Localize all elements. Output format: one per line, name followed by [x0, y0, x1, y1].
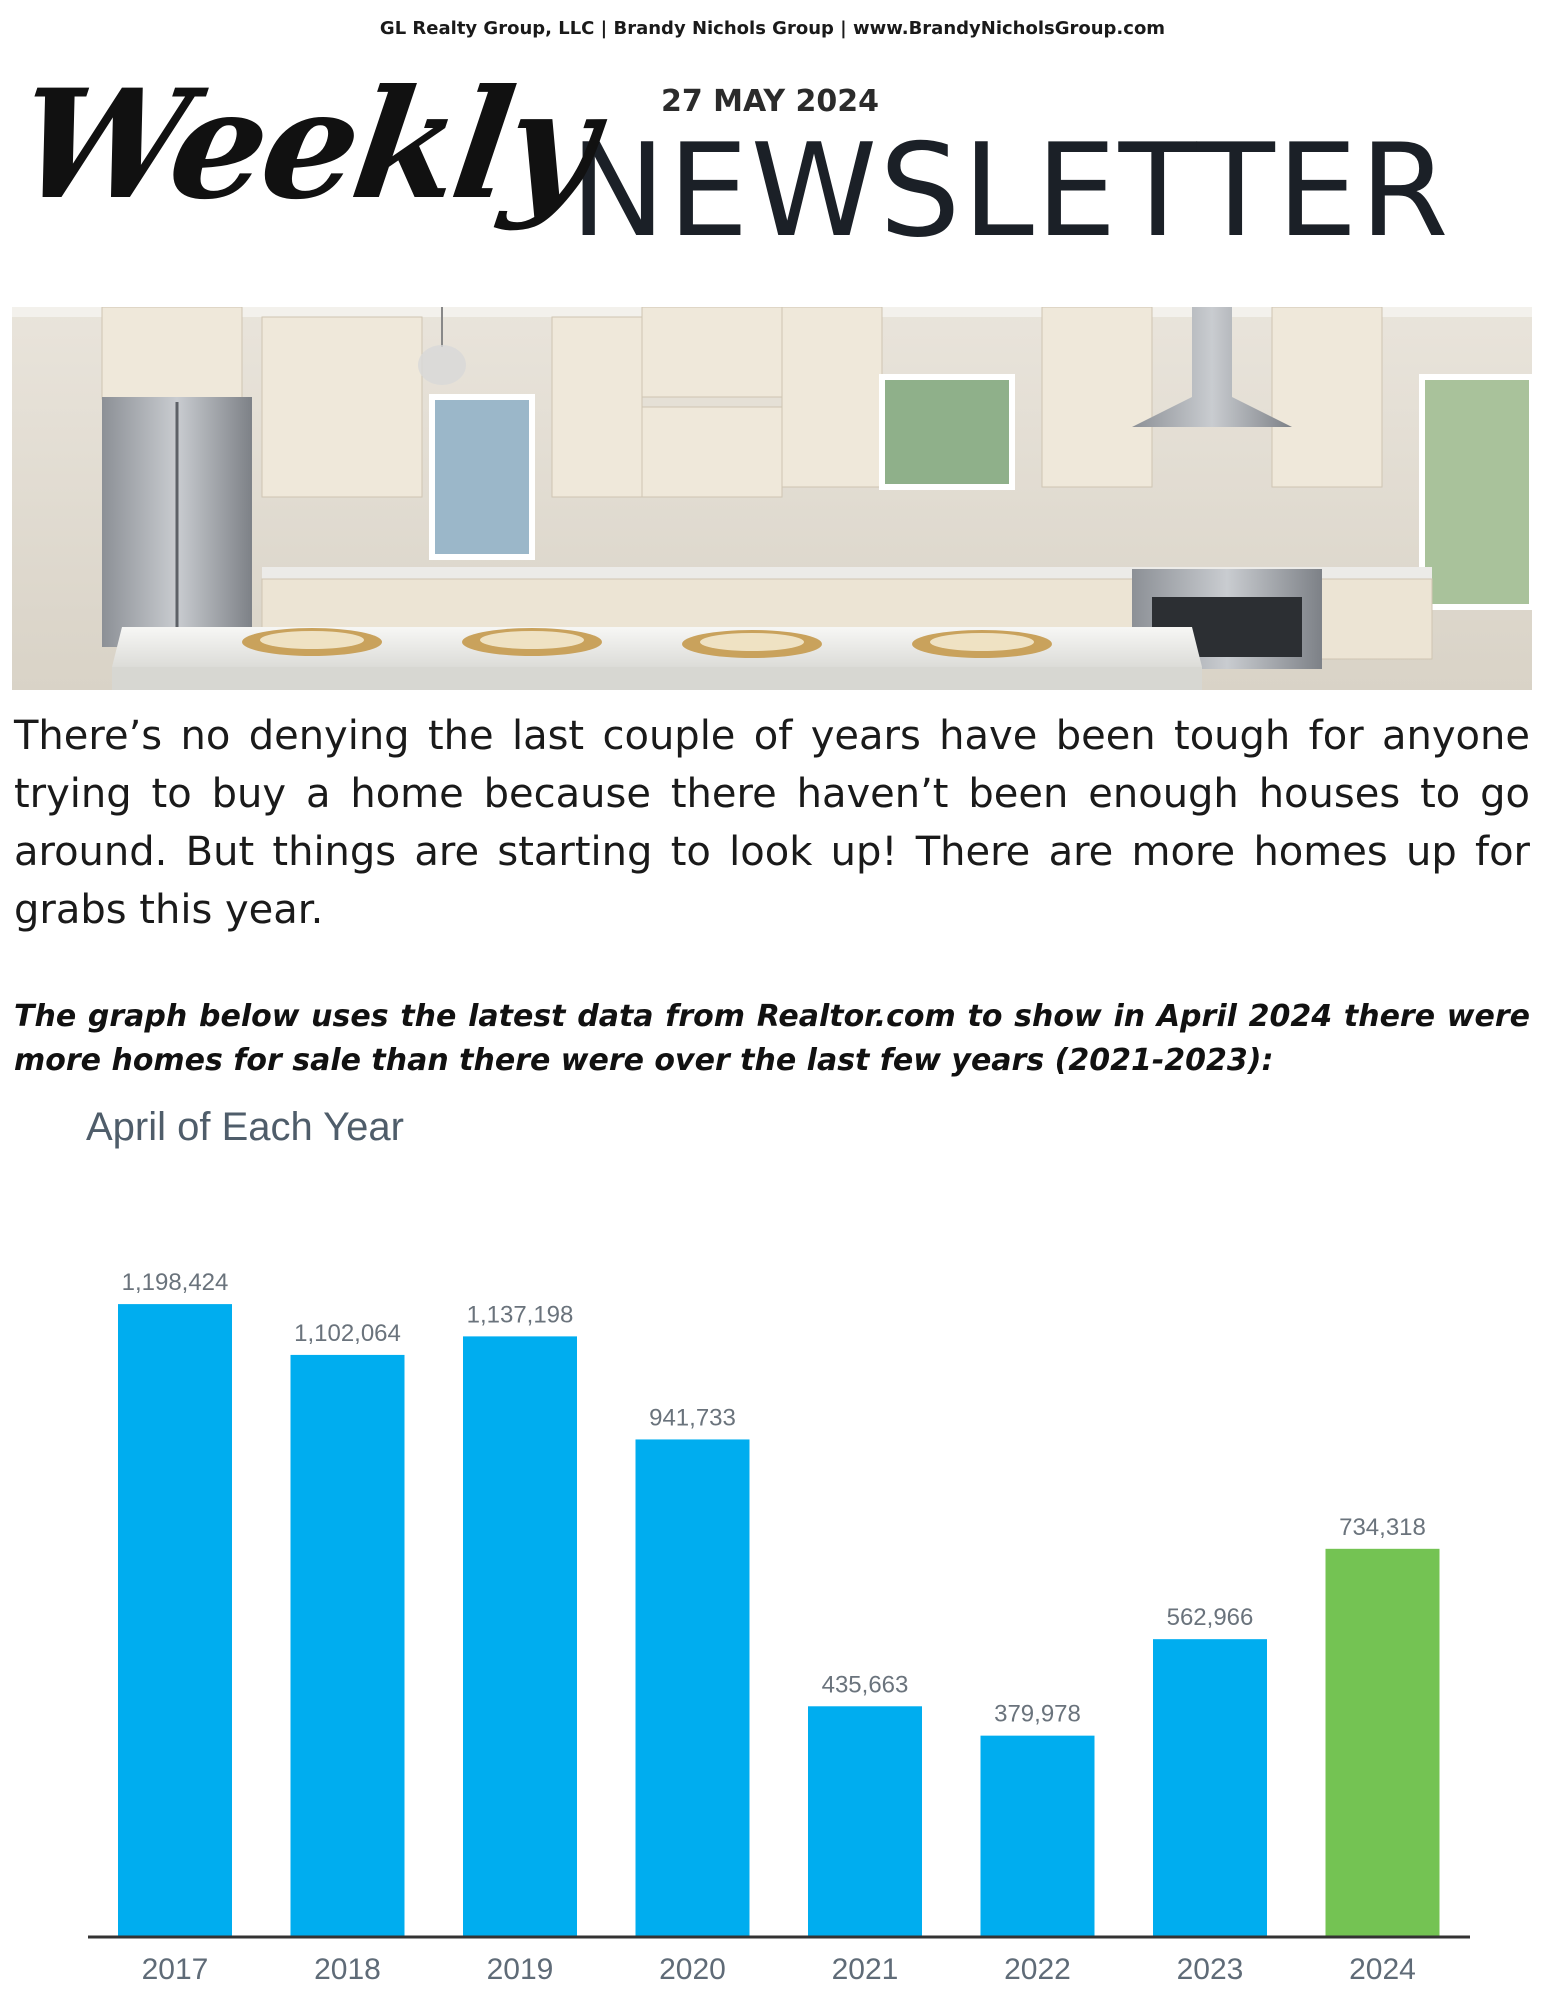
x-tick-2019: 2019 [486, 1953, 554, 1986]
script-title: Weekly [7, 57, 604, 233]
bar-2022 [981, 1736, 1095, 1936]
value-label-2019: 1,137,198 [466, 1301, 574, 1329]
value-label-2017: 1,198,424 [121, 1269, 229, 1297]
x-tick-2023: 2023 [1176, 1953, 1244, 1986]
bar-2019 [463, 1336, 577, 1936]
newsletter-title: NEWSLETTER [570, 117, 1451, 266]
value-label-2023: 562,966 [1166, 1604, 1254, 1632]
bar-2017 [118, 1304, 232, 1936]
value-label-2021: 435,663 [821, 1671, 909, 1699]
bar-2018 [291, 1355, 405, 1936]
x-tick-2024: 2024 [1349, 1953, 1416, 1986]
company-line: GL Realty Group, LLC | Brandy Nichols Group | www.BrandyNicholsGroup.com [379, 18, 1166, 39]
value-label-2020: 941,733 [649, 1404, 736, 1432]
inventory-bar-chart [0, 1240, 1545, 2000]
bar-2020 [636, 1439, 750, 1936]
chart-title: April of Each Year [86, 1105, 404, 1149]
intro-paragraph: There’s no denying the last couple of years have been tough for anyone trying to buy a home because there haven’t been enough houses to go around. But things are starting to look up! There are more homes up for grabs this year. [14, 713, 1530, 933]
value-label-2024: 734,318 [1339, 1513, 1426, 1541]
bar-2021 [808, 1706, 922, 1936]
issue-date: 27 MAY 2024 [660, 84, 880, 119]
kitchen-illustration [12, 307, 1532, 690]
x-tick-2020: 2020 [659, 1953, 726, 1986]
bar-2024 [1326, 1549, 1440, 1936]
x-tick-2022: 2022 [1004, 1953, 1071, 1986]
x-tick-2021: 2021 [831, 1953, 899, 1986]
value-label-2018: 1,102,064 [294, 1319, 401, 1347]
value-label-2022: 379,978 [994, 1700, 1081, 1728]
bar-2023 [1153, 1639, 1267, 1936]
x-tick-2017: 2017 [141, 1953, 209, 1986]
chart-lead-text: The graph below uses the latest data from Realtor.com to show in April 2024 there were more homes for sale than there were over the last few years (2021-2023): [14, 999, 1530, 1078]
x-tick-2018: 2018 [314, 1953, 381, 1986]
kitchen-hero-image [12, 307, 1532, 690]
